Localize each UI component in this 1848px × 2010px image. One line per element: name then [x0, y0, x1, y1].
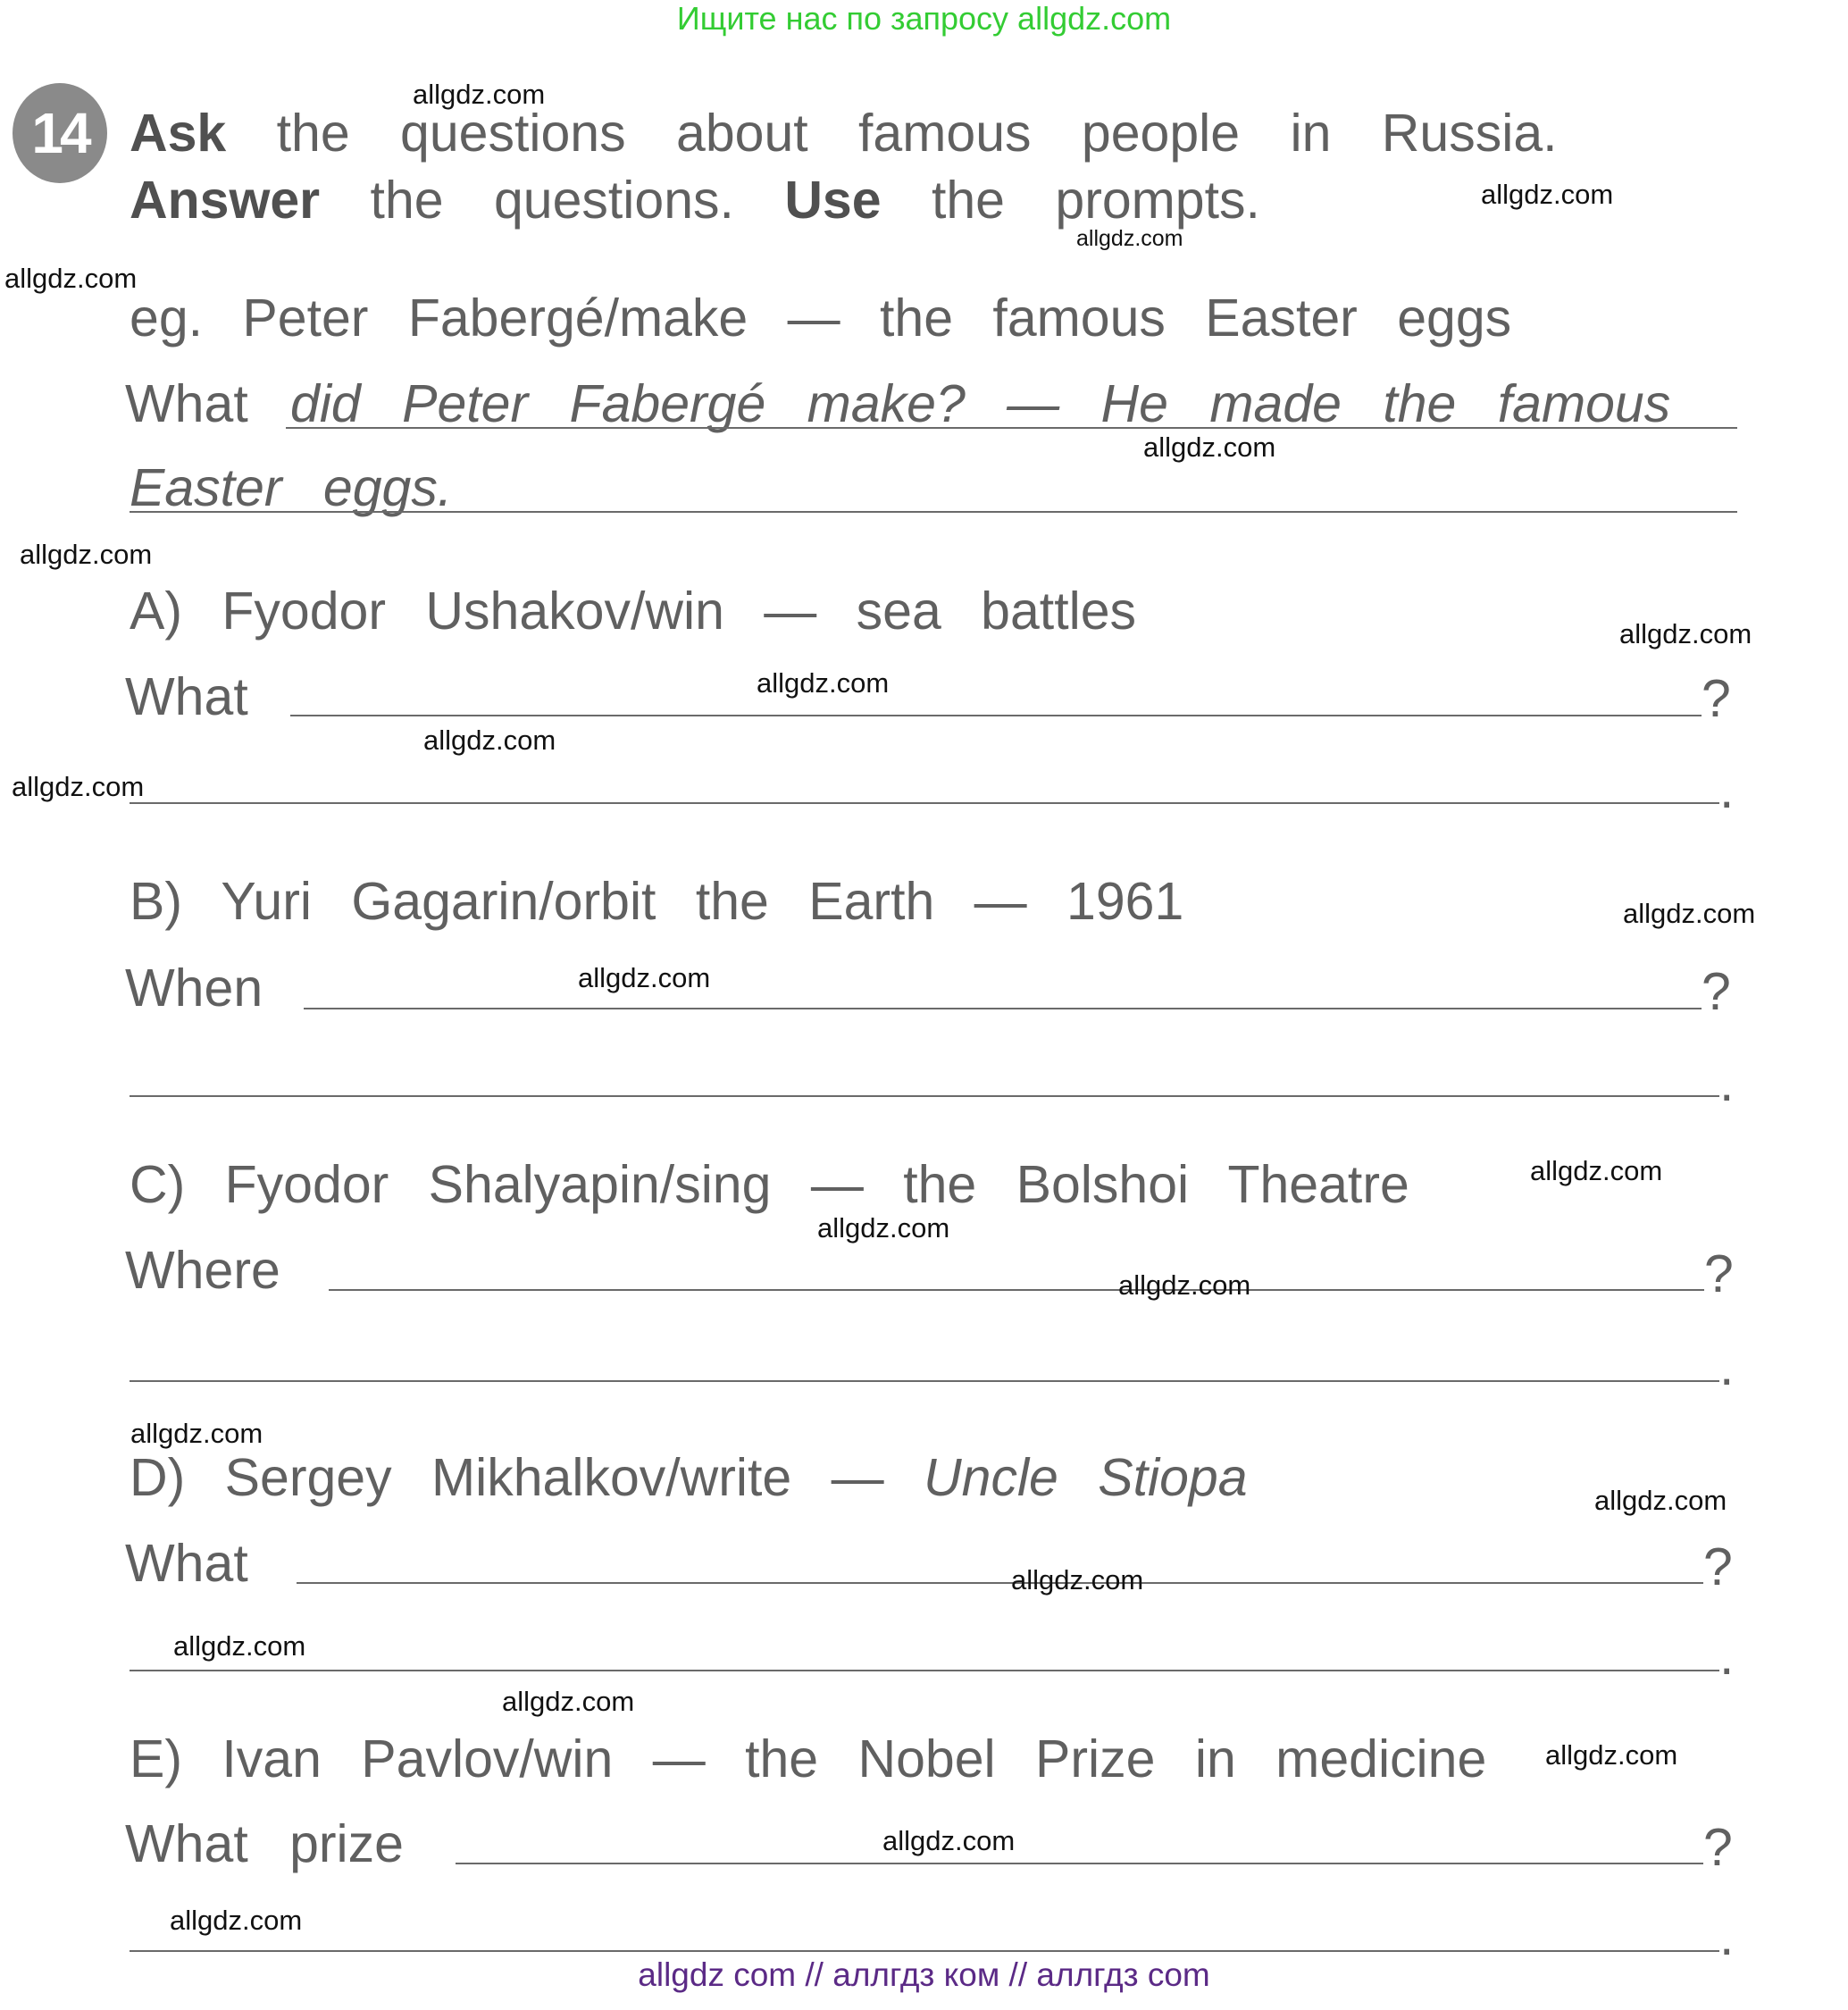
item-e-prompt: E) Ivan Pavlov/win — the Nobel Prize in medicine — [130, 1729, 1487, 1788]
watermark: allgdz.com — [757, 667, 890, 699]
item-c-question-line[interactable] — [329, 1289, 1704, 1291]
item-d-question-mark: ? — [1703, 1537, 1733, 1596]
item-b-answer-line[interactable] — [130, 1095, 1719, 1097]
top-banner[interactable]: Ищите нас по запросу allgdz.com — [676, 0, 1172, 37]
item-a-prompt: A) Fyodor Ushakov/win — sea battles — [130, 582, 1137, 641]
watermark: allgdz.com — [1118, 1269, 1251, 1301]
instruction-text-3: the prompts. — [931, 171, 1260, 230]
watermark: allgdz.com — [1594, 1485, 1727, 1516]
item-a-full-stop: . — [1719, 760, 1735, 819]
watermark: allgdz.com — [1545, 1739, 1678, 1771]
item-d-prompt-title: Uncle Stiopa — [924, 1448, 1248, 1507]
watermark: allgdz.com — [1530, 1155, 1663, 1186]
watermark: allgdz.com — [130, 1418, 263, 1449]
item-e-question-word: What prize — [125, 1814, 404, 1873]
instruction-text-2: the questions. — [370, 171, 734, 230]
watermark: allgdz.com — [1076, 226, 1183, 251]
watermark: allgdz.com — [882, 1825, 1016, 1856]
item-c-full-stop: . — [1719, 1337, 1735, 1396]
watermark: allgdz.com — [1619, 618, 1752, 649]
item-e-question-line[interactable] — [456, 1863, 1703, 1864]
item-d-prompt-text: D) Sergey Mikhalkov/write — — [130, 1448, 924, 1507]
item-b-question-word: When — [125, 959, 263, 1018]
item-d-full-stop: . — [1719, 1627, 1735, 1686]
watermark: allgdz.com — [1481, 179, 1614, 210]
watermark: allgdz.com — [1143, 431, 1276, 463]
watermark: allgdz.com — [4, 263, 138, 294]
item-c-question-word: Where — [125, 1241, 280, 1300]
watermark: allgdz.com — [578, 962, 711, 993]
instruction-line-1 — [130, 103, 1558, 163]
watermark: allgdz.com — [170, 1905, 303, 1936]
bottom-banner[interactable]: allgdz com // аллгдз ком // аллгдз com — [638, 1956, 1210, 1993]
example-answer-line-1: did Peter Fabergé make? — He made the famous — [290, 374, 1671, 433]
watermark: allgdz.com — [413, 79, 546, 110]
item-a-question-line[interactable] — [290, 715, 1702, 716]
item-b-prompt: B) Yuri Gagarin/orbit the Earth — 1961 — [130, 872, 1184, 931]
watermark: allgdz.com — [173, 1630, 306, 1662]
watermark: allgdz.com — [12, 771, 145, 802]
item-c-prompt: C) Fyodor Shalyapin/sing — the Bolshoi Theatre — [130, 1155, 1409, 1214]
item-d-question-word: What — [125, 1534, 248, 1593]
exercise-number-badge: 14 — [13, 83, 107, 183]
item-e-answer-line[interactable] — [130, 1950, 1719, 1952]
example-answer-underline-2 — [130, 511, 1737, 513]
example-answer-line-2: Easter eggs. — [130, 458, 453, 517]
item-a-question-mark: ? — [1702, 669, 1731, 728]
instruction-bold-ask: Ask — [130, 104, 227, 163]
item-d-answer-line[interactable] — [130, 1670, 1719, 1671]
item-d-question-line[interactable] — [297, 1582, 1703, 1584]
watermark: allgdz.com — [1623, 898, 1756, 929]
item-a-question-word: What — [125, 667, 248, 726]
watermark: allgdz.com — [502, 1686, 635, 1717]
item-b-question-mark: ? — [1702, 962, 1731, 1021]
watermark: allgdz.com — [817, 1212, 950, 1244]
instruction-line-2 — [130, 170, 1260, 230]
instruction-text-1: the questions about famous people in Russia. — [276, 104, 1558, 163]
watermark: allgdz.com — [1011, 1564, 1144, 1595]
item-b-question-line[interactable] — [304, 1008, 1702, 1009]
example-prompt: eg. Peter Fabergé/make — the famous Easter eggs — [130, 289, 1512, 348]
item-c-question-mark: ? — [1704, 1244, 1734, 1303]
instruction-bold-use: Use — [784, 171, 882, 230]
instruction-bold-answer: Answer — [130, 171, 321, 230]
item-b-full-stop: . — [1719, 1053, 1735, 1112]
watermark: allgdz.com — [423, 724, 556, 756]
example-question-word: What — [125, 374, 248, 433]
item-c-answer-line[interactable] — [130, 1380, 1719, 1382]
item-d-prompt — [130, 1447, 1248, 1508]
watermark: allgdz.com — [20, 539, 153, 570]
example-answer-underline-1 — [286, 427, 1737, 429]
item-e-question-mark: ? — [1703, 1818, 1733, 1877]
item-e-full-stop: . — [1719, 1907, 1735, 1966]
item-a-answer-line[interactable] — [130, 802, 1719, 804]
